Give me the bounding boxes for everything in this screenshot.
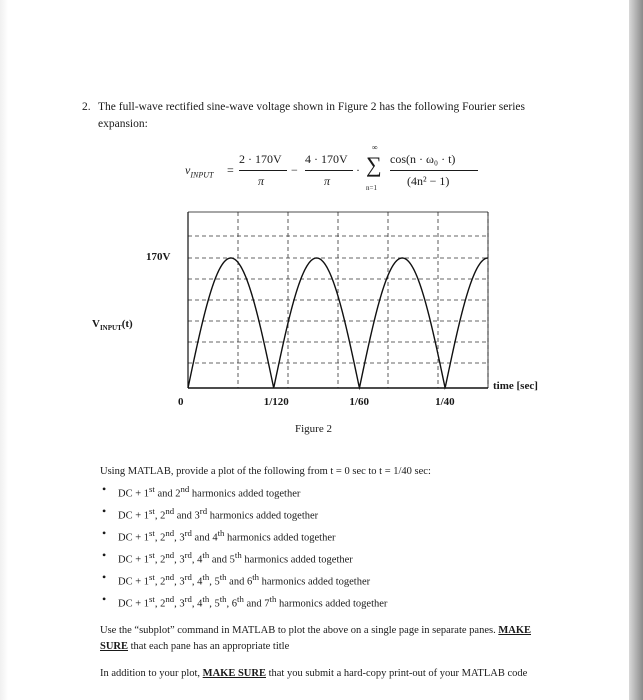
x-tick-label: 0 [178, 396, 184, 408]
summation-symbol: ∑ [366, 152, 382, 177]
question-number: 2. [82, 101, 91, 113]
equation-dot: · [356, 163, 360, 177]
list-item: • DC + 1st, 2nd and 3rd harmonics added together [100, 503, 550, 525]
plot-grid [188, 212, 488, 388]
term1-numerator: 2 · 170V [239, 152, 282, 166]
code-submission-instruction: In addition to your plot, MAKE SURE that you submit a hard-copy print-out of your MATLAB code [100, 667, 528, 679]
figure-caption: Figure 2 [295, 423, 332, 435]
x-tick-label: 1/40 [435, 396, 455, 408]
x-tick-label: 1/60 [349, 396, 369, 408]
sum-lower-limit: n=1 [366, 184, 377, 192]
list-item: • DC + 1st, 2nd, 3rd and 4th harmonics added together [100, 525, 550, 547]
instructions-intro: Using MATLAB, provide a plot of the following from t = 0 sec to t = 1/40 sec: [100, 466, 431, 477]
list-item: • DC + 1st, 2nd, 3rd, 4th, 5th, 6th and 7th harmonics added together [100, 591, 550, 613]
x-tick-label: 1/120 [263, 396, 289, 408]
subplot-instruction: Use the “subplot” command in MATLAB to plot the above on a single page in separate panes. MAKE SURE that each pane has an appropriate title [100, 624, 531, 652]
harmonics-list [100, 481, 550, 613]
series-denominator: (4n² − 1) [407, 174, 450, 188]
list-item: • DC + 1st and 2nd harmonics added together [100, 481, 550, 503]
term2-numerator: 4 · 170V [305, 152, 348, 166]
list-item: • DC + 1st, 2nd, 3rd, 4th and 5th harmonics added together [100, 547, 550, 569]
term1-denominator: π [258, 174, 265, 188]
equation-minus: − [291, 163, 298, 177]
question-text: The full-wave rectified sine-wave voltage shown in Figure 2 has the following Fourier series expansion: [98, 101, 525, 130]
x-axis-label: time [sec] [493, 380, 538, 392]
equation-lhs: $v_{INPUT}$ [185, 163, 214, 180]
series-numerator: cos(n · ω₀ · t) [390, 152, 456, 166]
sum-upper-limit: ∞ [372, 143, 378, 152]
y-axis-label: $V_{INPUT}(t)$ [92, 318, 133, 333]
term2-denominator: π [324, 174, 331, 188]
instructions-block [100, 464, 550, 682]
equation-equals: = [227, 163, 234, 177]
peak-voltage-label: 170V [146, 251, 171, 263]
list-item: • DC + 1st, 2nd, 3rd, 4th, 5th and 6th harmonics added together [100, 569, 550, 591]
